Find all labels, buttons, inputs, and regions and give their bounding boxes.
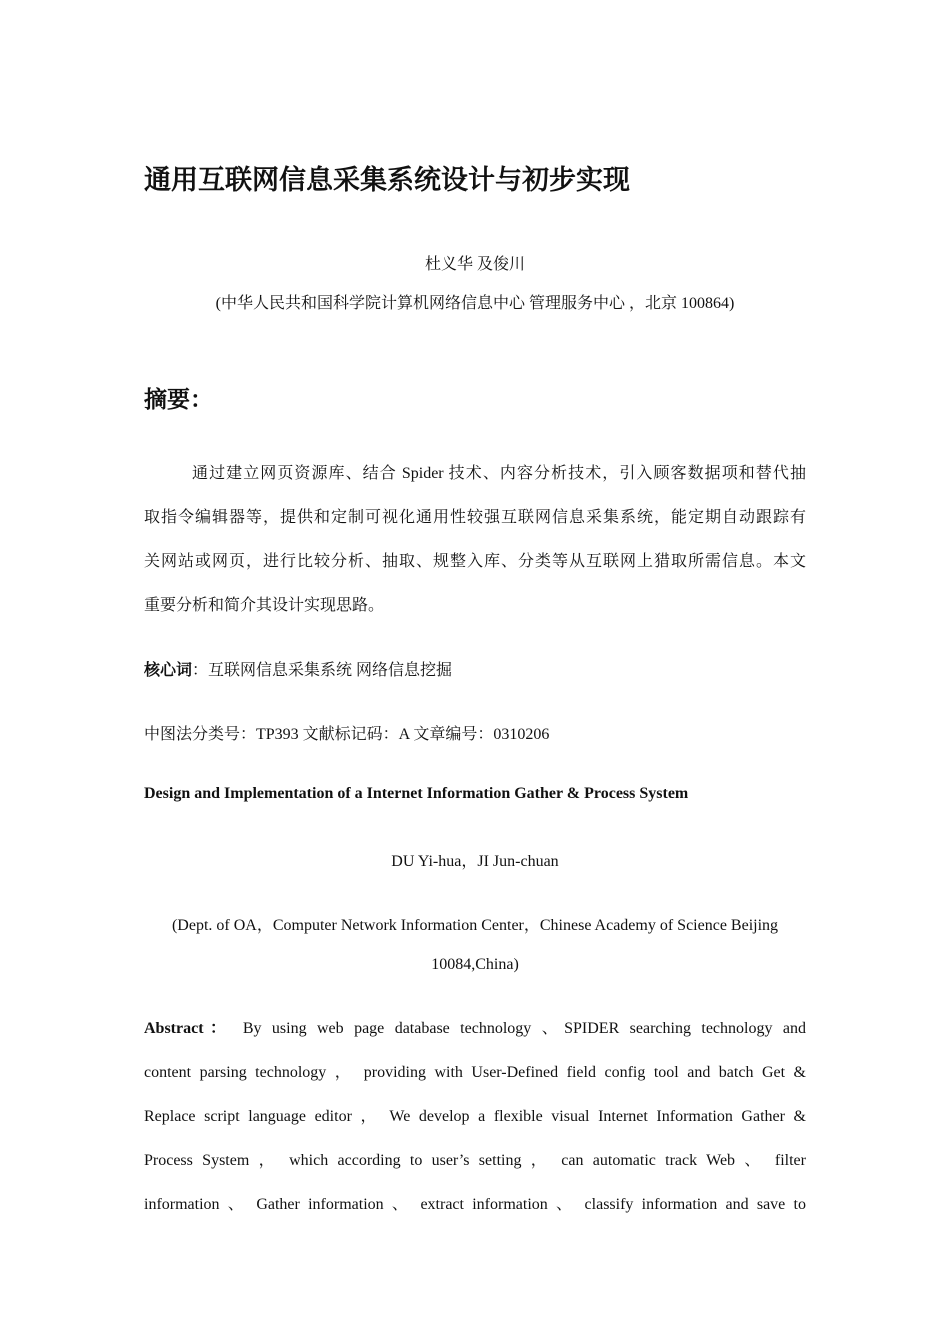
- authors-cn: 杜义华 及俊川: [424, 256, 525, 273]
- affiliation-cn: (中华人民共和国科学院计算机网络信息中心 管理服务中心 ，北京 100864): [215, 295, 735, 312]
- abstract-en-line: Replace script language editor ， We develop a flexible visual Internet Information Gather &: [144, 1108, 806, 1125]
- affiliation-en-line1: (Dept. of OA，Computer Network Information Center，Chinese Academy of Science Beijing: [171, 917, 779, 934]
- abstract-heading: 摘要：: [144, 387, 213, 413]
- abstract-en-line: Process System ， which according to user’s setting ， can automatic track Web 、 filter: [144, 1152, 806, 1169]
- abstract-en-line: content parsing technology ， providing with User-Defined field config tool and batch Get &: [144, 1064, 806, 1081]
- keywords-label: 核心词: [144, 662, 193, 679]
- abstract-en-line: information 、 Gather information 、 extract information 、 classify information and save to: [144, 1196, 806, 1213]
- abstract-cn-line: 重要分析和简介其设计实现思路。: [144, 597, 385, 614]
- keywords-row: [144, 657, 452, 680]
- affiliation-en-line2: 10084,China): [431, 956, 519, 973]
- paper-title-cn: 通用互联网信息采集系统设计与初步实现: [144, 165, 630, 196]
- keywords-separator: ：: [192, 662, 209, 679]
- abstract-en-label: Abstract：: [144, 1020, 233, 1037]
- keywords-value: 互联网信息采集系统 网络信息挖掘: [208, 662, 453, 679]
- abstract-en: [144, 1007, 806, 1227]
- abstract-cn-line: 通过建立网页资源库、结合 Spider 技术、内容分析技术，引入顾客数据项和替代抽: [192, 465, 806, 482]
- classification-row: 中图法分类号：TP393 文献标记码：A 文章编号：0310206: [144, 726, 550, 743]
- abstract-en-line-text: By using web page database technology 、SPIDER searching technology and: [242, 1020, 806, 1037]
- abstract-en-line: [144, 1007, 806, 1051]
- abstract-cn-line: 取指令编辑器等，提供和定制可视化通用性较强互联网信息采集系统，能定期自动跟踪有: [144, 509, 806, 526]
- abstract-cn-line: 关网站或网页，进行比较分析、抽取、规整入库、分类等从互联网上猎取所需信息。本文: [144, 553, 806, 570]
- paper-title-en: Design and Implementation of a Internet Information Gather & Process System: [144, 785, 689, 802]
- abstract-cn: [144, 452, 806, 628]
- authors-en: DU Yi-hua，JI Jun-chuan: [391, 853, 559, 870]
